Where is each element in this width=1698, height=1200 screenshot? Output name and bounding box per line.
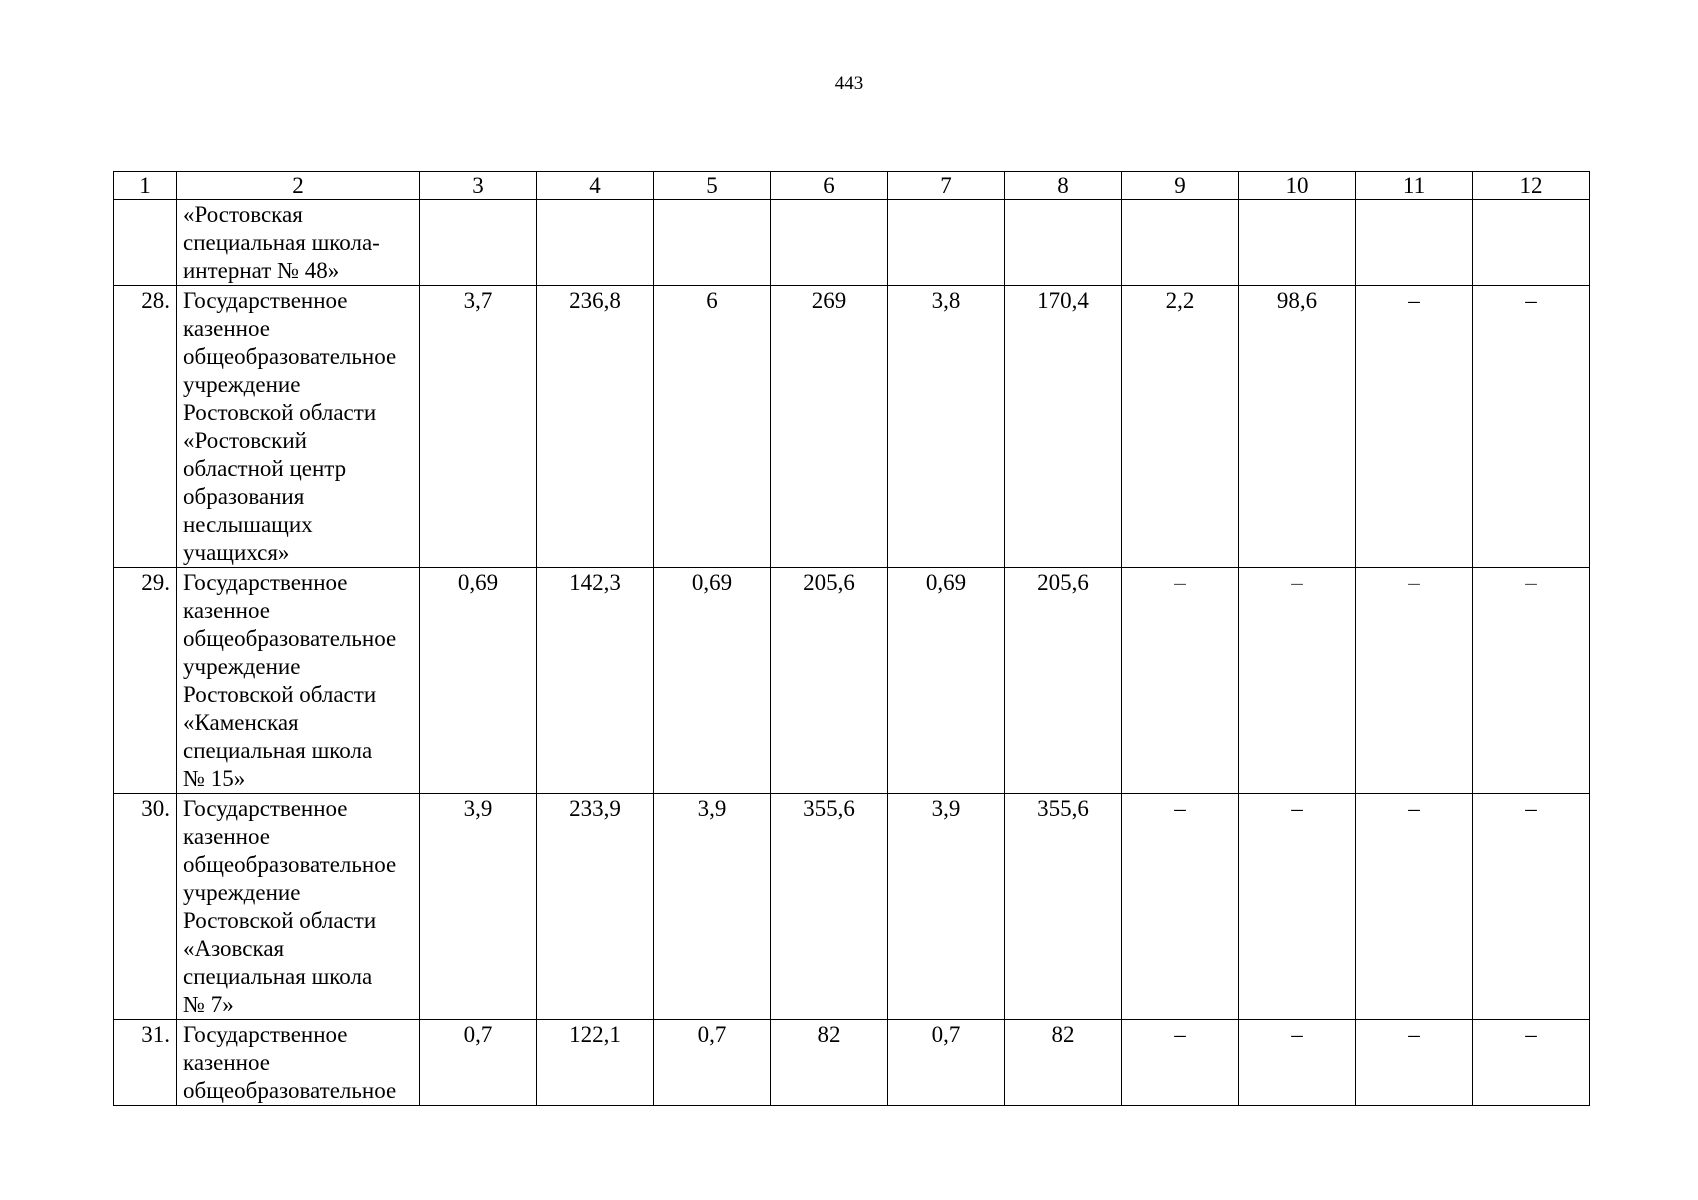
column-header: 9 <box>1122 172 1239 200</box>
table-cell: 0,69 <box>888 568 1005 794</box>
table-cell: – <box>1473 1020 1590 1106</box>
table-cell: 233,9 <box>537 794 654 1020</box>
table-cell: 0,7 <box>654 1020 771 1106</box>
institution-name <box>177 568 420 794</box>
table-cell: 82 <box>1005 1020 1122 1106</box>
institution-name-text: Государственное казенное общеобразовательное учреждение Ростовской области «Каменская специальная школа № 15» <box>183 570 397 791</box>
table-row <box>114 286 1590 568</box>
table-cell <box>1356 200 1473 286</box>
table-cell: – <box>1473 286 1590 568</box>
table-cell: 98,6 <box>1239 286 1356 568</box>
row-number <box>114 200 177 286</box>
row-number: 31. <box>114 1020 177 1106</box>
table-row <box>114 1020 1590 1106</box>
column-header: 12 <box>1473 172 1590 200</box>
table-row <box>114 568 1590 794</box>
table-cell: – <box>1356 286 1473 568</box>
table-cell: 355,6 <box>1005 794 1122 1020</box>
column-header: 4 <box>537 172 654 200</box>
page-number: 443 <box>834 73 864 94</box>
column-header: 5 <box>654 172 771 200</box>
table-cell: 6 <box>654 286 771 568</box>
table-cell: 355,6 <box>771 794 888 1020</box>
table-cell: – <box>1239 794 1356 1020</box>
table-cell: 3,9 <box>420 794 537 1020</box>
column-header: 8 <box>1005 172 1122 200</box>
table-cell <box>1473 200 1590 286</box>
table-cell <box>888 200 1005 286</box>
table-cell: 0,7 <box>420 1020 537 1106</box>
column-header: 1 <box>114 172 177 200</box>
table-cell: – <box>1122 794 1239 1020</box>
table-cell <box>771 200 888 286</box>
table-cell: 142,3 <box>537 568 654 794</box>
institution-name <box>177 200 420 286</box>
column-header: 3 <box>420 172 537 200</box>
table-cell <box>420 200 537 286</box>
table-cell: – <box>1122 1020 1239 1106</box>
institution-name-text: Государственное казенное общеобразовательное учреждение Ростовской области «Ростовский областной центр образования неслышащих учащихся» <box>183 288 397 565</box>
column-header: 10 <box>1239 172 1356 200</box>
table-row <box>114 200 1590 286</box>
table-cell: 205,6 <box>1005 568 1122 794</box>
row-number: 29. <box>114 568 177 794</box>
table-cell: 3,8 <box>888 286 1005 568</box>
table-cell: – <box>1239 568 1356 794</box>
table-cell: 3,7 <box>420 286 537 568</box>
column-header: 6 <box>771 172 888 200</box>
table-cell: 170,4 <box>1005 286 1122 568</box>
table-cell <box>654 200 771 286</box>
table-row <box>114 794 1590 1020</box>
table-cell: 0,69 <box>654 568 771 794</box>
table-cell: 82 <box>771 1020 888 1106</box>
row-number: 28. <box>114 286 177 568</box>
column-header: 11 <box>1356 172 1473 200</box>
institution-name-text: Государственное казенное общеобразовательное учреждение Ростовской области «Азовская специальная школа № 7» <box>183 796 397 1017</box>
row-number: 30. <box>114 794 177 1020</box>
table-cell <box>1122 200 1239 286</box>
table-cell: 0,7 <box>888 1020 1005 1106</box>
table-cell: 205,6 <box>771 568 888 794</box>
table-cell: – <box>1356 794 1473 1020</box>
table-cell: – <box>1473 568 1590 794</box>
institution-name <box>177 1020 420 1106</box>
table-cell <box>1239 200 1356 286</box>
table-cell: 269 <box>771 286 888 568</box>
table-cell <box>537 200 654 286</box>
table-cell <box>1005 200 1122 286</box>
institution-name-text: Государственное казенное общеобразовательное <box>183 1022 397 1103</box>
table-header-row <box>114 172 1590 200</box>
column-header: 2 <box>177 172 420 200</box>
table-cell: 236,8 <box>537 286 654 568</box>
institution-name <box>177 286 420 568</box>
table-cell: – <box>1239 1020 1356 1106</box>
institution-name-text: «Ростовская специальная школа- интернат № 48» <box>183 202 380 283</box>
table-cell: – <box>1122 568 1239 794</box>
table-cell: 2,2 <box>1122 286 1239 568</box>
table-cell: – <box>1356 568 1473 794</box>
institution-name <box>177 794 420 1020</box>
table-cell: – <box>1356 1020 1473 1106</box>
table-cell: – <box>1473 794 1590 1020</box>
table-cell: 122,1 <box>537 1020 654 1106</box>
table-cell: 0,69 <box>420 568 537 794</box>
table-cell: 3,9 <box>888 794 1005 1020</box>
table-cell: 3,9 <box>654 794 771 1020</box>
column-header: 7 <box>888 172 1005 200</box>
data-table <box>113 171 1590 1106</box>
